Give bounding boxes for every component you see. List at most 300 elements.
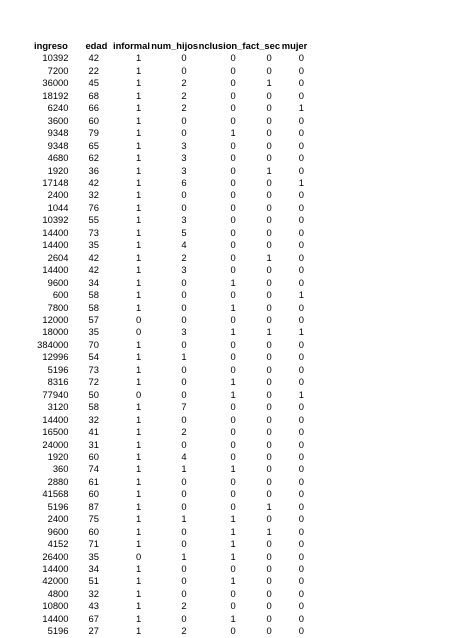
cell-act-sec[interactable]: 0	[266, 438, 272, 450]
cell-ingreso[interactable]: 41568	[42, 488, 69, 500]
cell-mujer[interactable]: 0	[298, 139, 304, 151]
cell-act-sec[interactable]: 0	[266, 376, 272, 388]
cell-inclusion-f[interactable]: 0	[230, 77, 236, 89]
cell-ingreso[interactable]: 3120	[47, 401, 69, 413]
cell-act-sec[interactable]: 0	[266, 338, 272, 350]
cell-informal[interactable]: 1	[136, 401, 142, 413]
cell-act-sec[interactable]: 0	[266, 89, 272, 101]
cell-inclusion-f[interactable]: 0	[230, 226, 236, 238]
cell-mujer[interactable]: 0	[298, 376, 304, 388]
cell-edad[interactable]: 57	[88, 313, 99, 325]
cell-mujer[interactable]: 0	[298, 525, 304, 537]
cell-mujer[interactable]: 0	[298, 600, 304, 612]
cell-num-hijos[interactable]: 0	[181, 587, 187, 599]
cell-mujer[interactable]: 1	[298, 388, 304, 400]
cell-ingreso[interactable]: 18000	[42, 326, 69, 338]
cell-num-hijos[interactable]: 0	[181, 276, 187, 288]
cell-mujer[interactable]: 0	[298, 114, 304, 126]
cell-informal[interactable]: 1	[136, 500, 142, 512]
cell-mujer[interactable]: 0	[298, 338, 304, 350]
cell-num-hijos[interactable]: 0	[181, 538, 187, 550]
cell-edad[interactable]: 36	[88, 164, 99, 176]
cell-ingreso[interactable]: 26400	[42, 550, 69, 562]
cell-ingreso[interactable]: 7800	[47, 301, 69, 313]
cell-num-hijos[interactable]: 0	[181, 525, 187, 537]
cell-informal[interactable]: 1	[136, 102, 142, 114]
cell-act-sec[interactable]: 0	[266, 363, 272, 375]
cell-num-hijos[interactable]: 0	[181, 612, 187, 624]
cell-ingreso[interactable]: 8316	[47, 376, 69, 388]
cell-ingreso[interactable]: 42000	[42, 575, 69, 587]
cell-edad[interactable]: 50	[88, 388, 99, 400]
cell-mujer[interactable]: 0	[298, 89, 304, 101]
cell-edad[interactable]: 42	[88, 251, 99, 263]
cell-act-sec[interactable]: 0	[266, 102, 272, 114]
cell-num-hijos[interactable]: 0	[181, 376, 187, 388]
cell-inclusion-f[interactable]: 0	[230, 600, 236, 612]
cell-mujer[interactable]: 1	[298, 326, 304, 338]
cell-act-sec[interactable]: 0	[266, 401, 272, 413]
cell-edad[interactable]: 75	[88, 513, 99, 525]
cell-inclusion-f[interactable]: 1	[230, 376, 236, 388]
cell-edad[interactable]: 60	[88, 525, 99, 537]
cell-act-sec[interactable]: 0	[266, 450, 272, 462]
cell-num-hijos[interactable]: 0	[181, 438, 187, 450]
cell-num-hijos[interactable]: 1	[181, 351, 187, 363]
cell-inclusion-f[interactable]: 0	[230, 475, 236, 487]
cell-informal[interactable]: 1	[136, 164, 142, 176]
cell-informal[interactable]: 1	[136, 251, 142, 263]
cell-ingreso[interactable]: 1044	[47, 201, 69, 213]
cell-act-sec[interactable]: 0	[266, 289, 272, 301]
cell-ingreso[interactable]: 360	[52, 463, 69, 475]
cell-informal[interactable]: 1	[136, 52, 142, 64]
cell-inclusion-f[interactable]: 0	[230, 363, 236, 375]
cell-informal[interactable]: 1	[136, 351, 142, 363]
cell-act-sec[interactable]: 0	[266, 301, 272, 313]
cell-informal[interactable]: 1	[136, 89, 142, 101]
cell-act-sec[interactable]: 0	[266, 226, 272, 238]
cell-edad[interactable]: 72	[88, 376, 99, 388]
cell-mujer[interactable]: 0	[298, 189, 304, 201]
cell-num-hijos[interactable]: 2	[181, 251, 187, 263]
cell-mujer[interactable]: 0	[298, 127, 304, 139]
cell-act-sec[interactable]: 0	[266, 264, 272, 276]
cell-inclusion-f[interactable]: 0	[230, 139, 236, 151]
cell-informal[interactable]: 1	[136, 538, 142, 550]
cell-edad[interactable]: 35	[88, 239, 99, 251]
cell-mujer[interactable]: 0	[298, 463, 304, 475]
cell-inclusion-f[interactable]: 1	[230, 326, 236, 338]
column-header-informal[interactable]: informal	[112, 40, 150, 51]
cell-act-sec[interactable]: 0	[266, 114, 272, 126]
cell-informal[interactable]: 1	[136, 127, 142, 139]
cell-edad[interactable]: 58	[88, 401, 99, 413]
cell-inclusion-f[interactable]: 1	[230, 612, 236, 624]
cell-num-hijos[interactable]: 2	[181, 600, 187, 612]
cell-inclusion-f[interactable]: 0	[230, 89, 236, 101]
cell-ingreso[interactable]: 10800	[42, 600, 69, 612]
cell-inclusion-f[interactable]: 0	[230, 52, 236, 64]
cell-num-hijos[interactable]: 0	[181, 127, 187, 139]
cell-edad[interactable]: 22	[88, 64, 99, 76]
cell-inclusion-f[interactable]: 0	[230, 214, 236, 226]
cell-ingreso[interactable]: 5196	[47, 363, 69, 375]
cell-ingreso[interactable]: 14400	[42, 612, 69, 624]
cell-ingreso[interactable]: 5196	[47, 500, 69, 512]
cell-act-sec[interactable]: 0	[266, 139, 272, 151]
cell-ingreso[interactable]: 4800	[47, 587, 69, 599]
cell-num-hijos[interactable]: 2	[181, 625, 187, 637]
cell-informal[interactable]: 1	[136, 176, 142, 188]
cell-ingreso[interactable]: 10392	[42, 214, 69, 226]
cell-informal[interactable]: 1	[136, 214, 142, 226]
cell-ingreso[interactable]: 6240	[47, 102, 69, 114]
cell-ingreso[interactable]: 2880	[47, 475, 69, 487]
cell-mujer[interactable]: 0	[298, 538, 304, 550]
cell-ingreso[interactable]: 384000	[37, 338, 69, 350]
cell-act-sec[interactable]: 1	[266, 164, 272, 176]
cell-act-sec[interactable]: 0	[266, 600, 272, 612]
cell-informal[interactable]: 1	[136, 438, 142, 450]
cell-inclusion-f[interactable]: 1	[230, 388, 236, 400]
cell-informal[interactable]: 1	[136, 625, 142, 637]
cell-informal[interactable]: 1	[136, 189, 142, 201]
cell-mujer[interactable]: 0	[298, 214, 304, 226]
cell-act-sec[interactable]: 0	[266, 388, 272, 400]
cell-informal[interactable]: 1	[136, 77, 142, 89]
cell-num-hijos[interactable]: 0	[181, 301, 187, 313]
cell-edad[interactable]: 68	[88, 89, 99, 101]
cell-act-sec[interactable]: 0	[266, 201, 272, 213]
cell-ingreso[interactable]: 24000	[42, 438, 69, 450]
cell-inclusion-f[interactable]: 1	[230, 575, 236, 587]
cell-informal[interactable]: 1	[136, 413, 142, 425]
cell-informal[interactable]: 1	[136, 114, 142, 126]
cell-ingreso[interactable]: 12000	[42, 313, 69, 325]
cell-edad[interactable]: 27	[88, 625, 99, 637]
cell-inclusion-f[interactable]: 1	[230, 513, 236, 525]
cell-num-hijos[interactable]: 0	[181, 64, 187, 76]
cell-edad[interactable]: 73	[88, 363, 99, 375]
cell-mujer[interactable]: 0	[298, 438, 304, 450]
cell-informal[interactable]: 1	[136, 139, 142, 151]
cell-inclusion-f[interactable]: 1	[230, 525, 236, 537]
column-header-ingreso[interactable]: ingreso	[34, 40, 68, 51]
cell-ingreso[interactable]: 600	[52, 289, 69, 301]
cell-num-hijos[interactable]: 0	[181, 575, 187, 587]
cell-mujer[interactable]: 0	[298, 226, 304, 238]
cell-informal[interactable]: 1	[136, 426, 142, 438]
cell-mujer[interactable]: 0	[298, 612, 304, 624]
cell-act-sec[interactable]: 0	[266, 52, 272, 64]
cell-informal[interactable]: 1	[136, 363, 142, 375]
cell-inclusion-f[interactable]: 0	[230, 264, 236, 276]
cell-ingreso[interactable]: 4680	[47, 152, 69, 164]
cell-edad[interactable]: 35	[88, 326, 99, 338]
cell-act-sec[interactable]: 0	[266, 152, 272, 164]
cell-num-hijos[interactable]: 0	[181, 338, 187, 350]
cell-act-sec[interactable]: 0	[266, 351, 272, 363]
cell-informal[interactable]: 1	[136, 226, 142, 238]
cell-informal[interactable]: 1	[136, 289, 142, 301]
cell-num-hijos[interactable]: 6	[181, 176, 187, 188]
cell-num-hijos[interactable]: 2	[181, 102, 187, 114]
cell-act-sec[interactable]: 0	[266, 538, 272, 550]
cell-mujer[interactable]: 0	[298, 513, 304, 525]
cell-informal[interactable]: 1	[136, 338, 142, 350]
cell-num-hijos[interactable]: 2	[181, 426, 187, 438]
cell-edad[interactable]: 65	[88, 139, 99, 151]
cell-inclusion-f[interactable]: 0	[230, 201, 236, 213]
cell-act-sec[interactable]: 0	[266, 612, 272, 624]
cell-edad[interactable]: 67	[88, 612, 99, 624]
cell-inclusion-f[interactable]: 1	[230, 550, 236, 562]
cell-act-sec[interactable]: 0	[266, 550, 272, 562]
cell-num-hijos[interactable]: 0	[181, 289, 187, 301]
cell-act-sec[interactable]: 0	[266, 575, 272, 587]
cell-inclusion-f[interactable]: 0	[230, 239, 236, 251]
cell-num-hijos[interactable]: 0	[181, 413, 187, 425]
cell-act-sec[interactable]: 0	[266, 127, 272, 139]
cell-act-sec[interactable]: 0	[266, 276, 272, 288]
cell-informal[interactable]: 1	[136, 301, 142, 313]
cell-informal[interactable]: 1	[136, 587, 142, 599]
cell-edad[interactable]: 31	[88, 438, 99, 450]
cell-num-hijos[interactable]: 0	[181, 388, 187, 400]
cell-ingreso[interactable]: 9600	[47, 276, 69, 288]
cell-ingreso[interactable]: 77940	[42, 388, 69, 400]
cell-informal[interactable]: 1	[136, 152, 142, 164]
cell-edad[interactable]: 35	[88, 550, 99, 562]
cell-mujer[interactable]: 0	[298, 152, 304, 164]
cell-num-hijos[interactable]: 3	[181, 326, 187, 338]
cell-act-sec[interactable]: 1	[266, 326, 272, 338]
cell-mujer[interactable]: 0	[298, 475, 304, 487]
cell-inclusion-f[interactable]: 0	[230, 438, 236, 450]
cell-act-sec[interactable]: 0	[266, 413, 272, 425]
cell-act-sec[interactable]: 0	[266, 463, 272, 475]
column-header-act-sec[interactable]: act_sec	[245, 40, 281, 51]
cell-mujer[interactable]: 0	[298, 575, 304, 587]
cell-num-hijos[interactable]: 0	[181, 189, 187, 201]
cell-act-sec[interactable]: 0	[266, 313, 272, 325]
cell-act-sec[interactable]: 1	[266, 525, 272, 537]
cell-edad[interactable]: 76	[88, 201, 99, 213]
cell-inclusion-f[interactable]: 0	[230, 563, 236, 575]
cell-edad[interactable]: 74	[88, 463, 99, 475]
cell-mujer[interactable]: 0	[298, 251, 304, 263]
cell-edad[interactable]: 32	[88, 587, 99, 599]
cell-edad[interactable]: 58	[88, 301, 99, 313]
cell-act-sec[interactable]: 0	[266, 176, 272, 188]
cell-mujer[interactable]: 1	[298, 289, 304, 301]
cell-edad[interactable]: 45	[88, 77, 99, 89]
cell-mujer[interactable]: 0	[298, 239, 304, 251]
cell-informal[interactable]: 1	[136, 264, 142, 276]
cell-ingreso[interactable]: 7200	[47, 64, 69, 76]
cell-mujer[interactable]: 0	[298, 450, 304, 462]
cell-mujer[interactable]: 0	[298, 351, 304, 363]
cell-act-sec[interactable]: 1	[266, 77, 272, 89]
cell-act-sec[interactable]: 0	[266, 488, 272, 500]
cell-informal[interactable]: 0	[136, 550, 142, 562]
cell-mujer[interactable]: 0	[298, 52, 304, 64]
cell-mujer[interactable]: 0	[298, 500, 304, 512]
cell-ingreso[interactable]: 2604	[47, 251, 69, 263]
cell-informal[interactable]: 0	[136, 388, 142, 400]
cell-num-hijos[interactable]: 0	[181, 363, 187, 375]
cell-edad[interactable]: 55	[88, 214, 99, 226]
cell-ingreso[interactable]: 1920	[47, 450, 69, 462]
cell-num-hijos[interactable]: 3	[181, 152, 187, 164]
cell-informal[interactable]: 1	[136, 513, 142, 525]
cell-edad[interactable]: 60	[88, 114, 99, 126]
cell-inclusion-f[interactable]: 0	[230, 338, 236, 350]
cell-mujer[interactable]: 0	[298, 563, 304, 575]
cell-informal[interactable]: 0	[136, 326, 142, 338]
cell-num-hijos[interactable]: 1	[181, 513, 187, 525]
column-header-edad[interactable]: edad	[85, 40, 108, 51]
cell-informal[interactable]: 1	[136, 450, 142, 462]
cell-act-sec[interactable]: 1	[266, 500, 272, 512]
cell-inclusion-f[interactable]: 0	[230, 401, 236, 413]
cell-num-hijos[interactable]: 0	[181, 114, 187, 126]
cell-ingreso[interactable]: 2400	[47, 189, 69, 201]
cell-inclusion-f[interactable]: 0	[230, 413, 236, 425]
cell-edad[interactable]: 34	[88, 276, 99, 288]
cell-inclusion-f[interactable]: 0	[230, 351, 236, 363]
cell-inclusion-f[interactable]: 0	[230, 189, 236, 201]
cell-edad[interactable]: 43	[88, 600, 99, 612]
cell-informal[interactable]: 1	[136, 612, 142, 624]
cell-ingreso[interactable]: 9348	[47, 139, 69, 151]
cell-inclusion-f[interactable]: 0	[230, 488, 236, 500]
cell-act-sec[interactable]: 0	[266, 64, 272, 76]
cell-inclusion-f[interactable]: 0	[230, 450, 236, 462]
cell-ingreso[interactable]: 1920	[47, 164, 69, 176]
cell-edad[interactable]: 87	[88, 500, 99, 512]
cell-informal[interactable]: 1	[136, 239, 142, 251]
cell-edad[interactable]: 54	[88, 351, 99, 363]
cell-act-sec[interactable]: 1	[266, 251, 272, 263]
cell-ingreso[interactable]: 16500	[42, 426, 69, 438]
cell-ingreso[interactable]: 2400	[47, 513, 69, 525]
cell-ingreso[interactable]: 14400	[42, 413, 69, 425]
cell-edad[interactable]: 51	[88, 575, 99, 587]
cell-informal[interactable]: 1	[136, 463, 142, 475]
cell-num-hijos[interactable]: 1	[181, 550, 187, 562]
cell-inclusion-f[interactable]: 1	[230, 276, 236, 288]
cell-inclusion-f[interactable]: 0	[230, 313, 236, 325]
cell-informal[interactable]: 1	[136, 563, 142, 575]
cell-num-hijos[interactable]: 2	[181, 89, 187, 101]
cell-ingreso[interactable]: 17148	[42, 176, 69, 188]
cell-edad[interactable]: 70	[88, 338, 99, 350]
cell-num-hijos[interactable]: 4	[181, 239, 187, 251]
cell-inclusion-f[interactable]: 0	[230, 426, 236, 438]
cell-edad[interactable]: 79	[88, 127, 99, 139]
cell-inclusion-f[interactable]: 1	[230, 127, 236, 139]
cell-mujer[interactable]: 0	[298, 363, 304, 375]
cell-mujer[interactable]: 1	[298, 102, 304, 114]
cell-ingreso[interactable]: 14400	[42, 239, 69, 251]
cell-edad[interactable]: 42	[88, 264, 99, 276]
cell-act-sec[interactable]: 0	[266, 475, 272, 487]
column-header-inclusion-f[interactable]: nclusion_f	[198, 40, 246, 51]
cell-num-hijos[interactable]: 0	[181, 475, 187, 487]
cell-informal[interactable]: 1	[136, 600, 142, 612]
cell-ingreso[interactable]: 12996	[42, 351, 69, 363]
cell-inclusion-f[interactable]: 0	[230, 251, 236, 263]
cell-informal[interactable]: 1	[136, 575, 142, 587]
cell-mujer[interactable]: 0	[298, 64, 304, 76]
cell-informal[interactable]: 1	[136, 488, 142, 500]
cell-inclusion-f[interactable]: 0	[230, 176, 236, 188]
cell-mujer[interactable]: 0	[298, 488, 304, 500]
cell-act-sec[interactable]: 0	[266, 563, 272, 575]
cell-ingreso[interactable]: 3600	[47, 114, 69, 126]
cell-edad[interactable]: 62	[88, 152, 99, 164]
cell-ingreso[interactable]: 10392	[42, 52, 69, 64]
cell-act-sec[interactable]: 0	[266, 587, 272, 599]
cell-informal[interactable]: 1	[136, 376, 142, 388]
cell-edad[interactable]: 32	[88, 189, 99, 201]
cell-edad[interactable]: 34	[88, 563, 99, 575]
cell-ingreso[interactable]: 36000	[42, 77, 69, 89]
cell-mujer[interactable]: 0	[298, 313, 304, 325]
cell-edad[interactable]: 73	[88, 226, 99, 238]
cell-informal[interactable]: 1	[136, 276, 142, 288]
cell-edad[interactable]: 41	[88, 426, 99, 438]
cell-edad[interactable]: 66	[88, 102, 99, 114]
column-header-mujer[interactable]: mujer	[281, 40, 308, 51]
cell-inclusion-f[interactable]: 0	[230, 164, 236, 176]
cell-inclusion-f[interactable]: 0	[230, 152, 236, 164]
cell-ingreso[interactable]: 9348	[47, 127, 69, 139]
cell-mujer[interactable]: 0	[298, 426, 304, 438]
cell-mujer[interactable]: 0	[298, 264, 304, 276]
cell-informal[interactable]: 1	[136, 525, 142, 537]
cell-num-hijos[interactable]: 1	[181, 463, 187, 475]
cell-inclusion-f[interactable]: 0	[230, 102, 236, 114]
cell-num-hijos[interactable]: 3	[181, 164, 187, 176]
cell-mujer[interactable]: 0	[298, 164, 304, 176]
cell-inclusion-f[interactable]: 1	[230, 301, 236, 313]
cell-informal[interactable]: 1	[136, 64, 142, 76]
cell-ingreso[interactable]: 14400	[42, 264, 69, 276]
cell-num-hijos[interactable]: 3	[181, 139, 187, 151]
cell-num-hijos[interactable]: 5	[181, 226, 187, 238]
cell-inclusion-f[interactable]: 1	[230, 463, 236, 475]
cell-mujer[interactable]: 0	[298, 550, 304, 562]
cell-inclusion-f[interactable]: 0	[230, 114, 236, 126]
cell-mujer[interactable]: 0	[298, 413, 304, 425]
cell-act-sec[interactable]: 0	[266, 513, 272, 525]
cell-mujer[interactable]: 0	[298, 301, 304, 313]
cell-edad[interactable]: 71	[88, 538, 99, 550]
cell-inclusion-f[interactable]: 0	[230, 64, 236, 76]
cell-inclusion-f[interactable]: 0	[230, 625, 236, 637]
cell-act-sec[interactable]: 0	[266, 214, 272, 226]
cell-mujer[interactable]: 0	[298, 625, 304, 637]
cell-act-sec[interactable]: 0	[266, 625, 272, 637]
cell-mujer[interactable]: 1	[298, 176, 304, 188]
cell-inclusion-f[interactable]: 0	[230, 500, 236, 512]
cell-edad[interactable]: 60	[88, 488, 99, 500]
cell-inclusion-f[interactable]: 1	[230, 538, 236, 550]
cell-ingreso[interactable]: 5196	[47, 625, 69, 637]
